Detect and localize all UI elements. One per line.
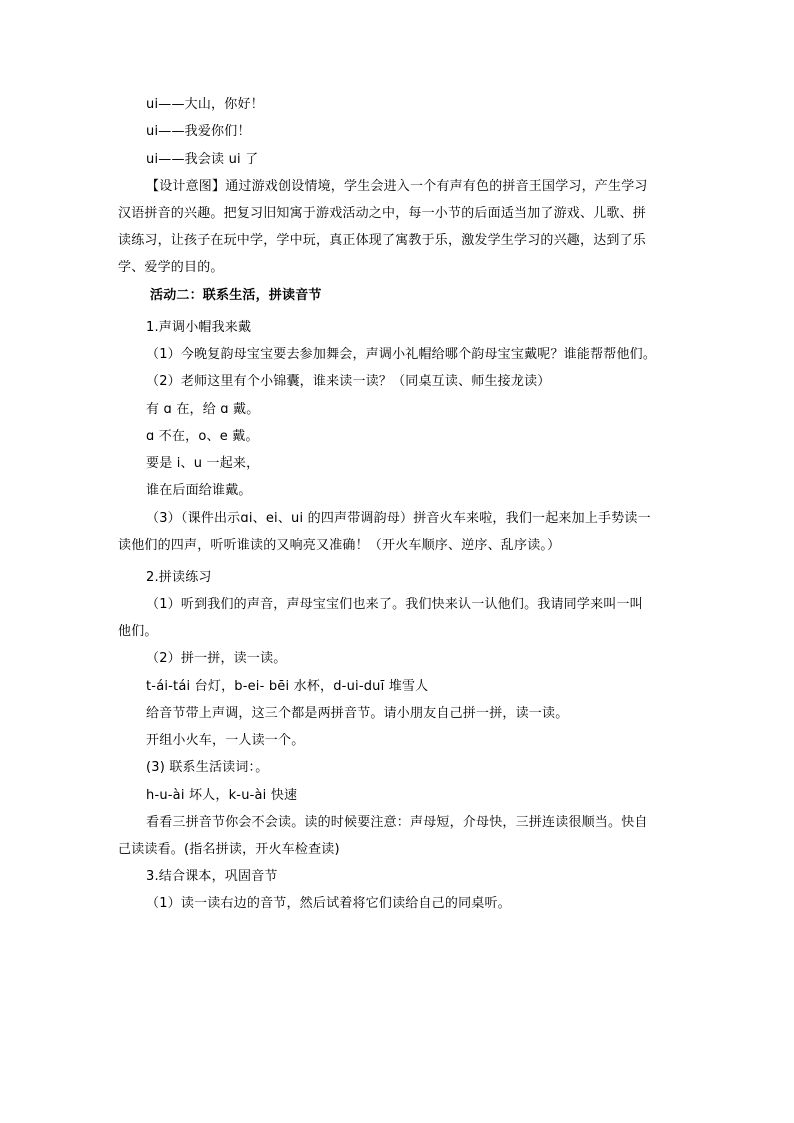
text-line: 开组小火车，一人读一个。 [146, 733, 305, 748]
text-line: 读他们的四声，听听谁读的又响亮又准确！（开火车顺序、逆序、乱序读。） [118, 538, 561, 553]
text-line: 看看三拼音节你会不会读。读的时候要注意：声母短，介母快，三拼连读很顺当。快自 [146, 815, 648, 830]
design-intent-paragraph-line: 读练习，让孩子在玩中学，学中玩，真正体现了寓教于乐，激发学生学习的兴趣，达到了乐 [118, 233, 647, 248]
text-line: ui——大山，你好！ [146, 97, 264, 112]
text-line: （1）读一读右边的音节，然后试着将它们读给自己的同桌听。 [146, 896, 511, 911]
text-line: 给音节带上声调，这三个都是两拼音节。请小朋友自己拼一拼，读一读。 [146, 706, 569, 721]
text-line: （1）今晚复韵母宝宝要去参加舞会，声调小礼帽给哪个韵母宝宝戴呢？谁能帮帮他们。 [146, 347, 657, 362]
pinyin-example-line: h-u-ài 坏人，k-u-ài 快速 [146, 788, 298, 803]
subsection-heading: 3.结合课本，巩固音节 [146, 869, 278, 884]
subsection-heading: 2.拼读练习 [146, 570, 212, 585]
subsection-heading: 1.声调小帽我来戴 [146, 320, 252, 335]
rhyme-line: 谁在后面给谁戴。 [146, 483, 252, 498]
design-intent-paragraph-line: 汉语拼音的兴趣。把复习旧知寓于游戏活动之中，每一小节的后面适当加了游戏、儿歌、拼 [118, 206, 647, 221]
rhyme-line: ɑ 不在，o、e 戴。 [146, 429, 259, 444]
design-intent-paragraph-line: 学、爱学的目的。 [118, 260, 224, 275]
text-line: (3) 联系生活读词：。 [146, 760, 269, 775]
pinyin-example-line: t-ái-tái 台灯，b-ei- bēi 水杯，d-ui-duī 堆雪人 [146, 679, 429, 694]
text-line: （2）老师这里有个小锦囊，谁来读一读？（同桌互读、师生接龙读） [146, 374, 551, 389]
text-line: （3）（课件出示ɑi、ei、ui 的四声带调韵母）拼音火车来啦，我们一起来加上手势读一 [146, 511, 651, 526]
text-line: （2）拼一拼，读一读。 [146, 651, 287, 666]
text-line: 他们。 [118, 624, 158, 639]
rhyme-line: 要是 i、u 一起来， [146, 456, 260, 471]
text-line: 己读读看。(指名拼读，开火车检查读) [118, 842, 340, 857]
text-line: （1）听到我们的声音，声母宝宝们也来了。我们快来认一认他们。我请同学来叫一叫 [146, 597, 643, 612]
rhyme-line: 有 ɑ 在，给 ɑ 戴。 [146, 402, 260, 417]
text-line: ui——我会读 ui 了 [146, 152, 259, 167]
text-line: ui——我爱你们！ [146, 124, 251, 139]
section-heading: 活动二：联系生活，拼读音节 [150, 288, 322, 303]
design-intent-paragraph-line: 【设计意图】通过游戏创设情境，学生会进入一个有声有色的拼音王国学习，产生学习 [146, 179, 648, 194]
